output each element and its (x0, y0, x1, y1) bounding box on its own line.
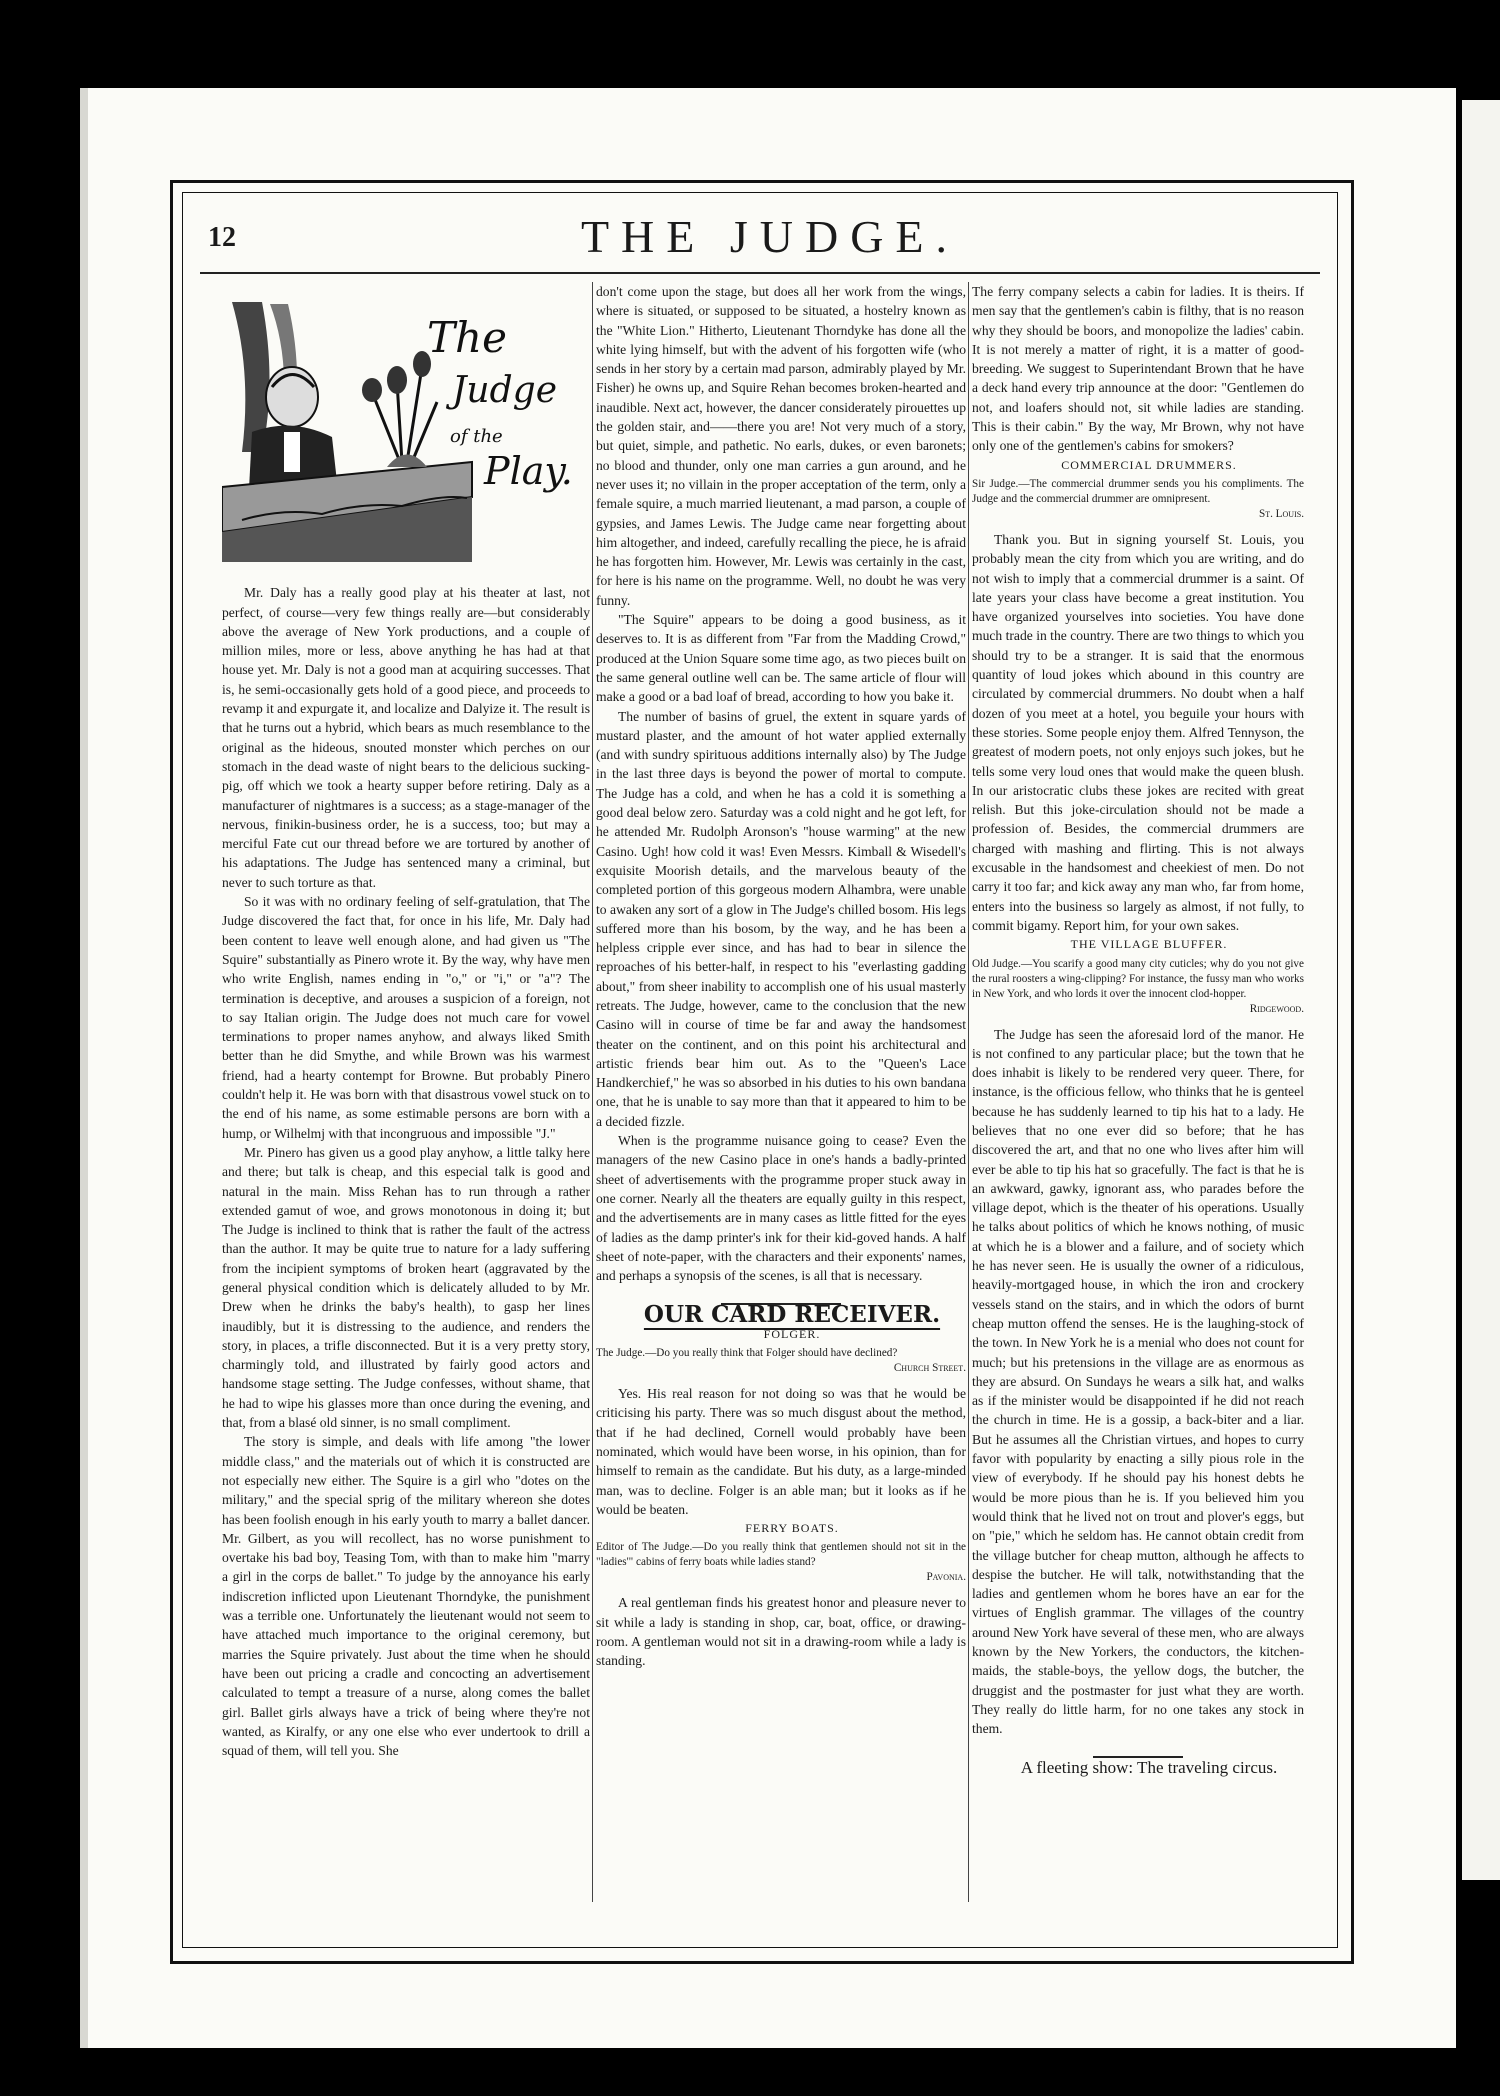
reply-paragraph: The Judge has seen the aforesaid lord of the manor. He is not confined to any particular place; but the town that he does inhabit is likely to be rendered very queer. There, for instance, is the officious fellow, who thinks that he is genteel because he has suddenly learned to tip his hat to a lady. He believes that no one ever did so before; that he has discovered the art, and that no one who lives after him will ever be able to tip his hat so gracefully. The fact is that he is an awkward, gawky, ignorant ass, who parades before the village depot, which is the theater of his operations. Usually he talks about politics of which he knows nothing, of music at which he is a blower and a failure, and of society which he has never seen. He is usually the owner of a ridiculous, heavily-mortgaged house, in which the iron and crockery vessels stand on the stairs, and in which the odors of burnt cheap mutton offend the senses. He is the laughing-stock of the town. In New York he is a menial who does not count for much; but his pretensions in the village are as enormous as they are absurd. On Sundays he wears a silk hat, and walks as if the minister would be disappointed if he did not reach the church in time. He is a gossip, a back-biter and a liar. But he assumes all the Christian virtues, and hopes to curry favor with popularity by enacting a silly pious role in the view of everybody. If he should pay his honest debts he would be more pious than he is. If you believed him you would think that he lived not on trout and plover's eggs, but on "pie," which he seldom has. He cannot obtain credit from the village butcher for cheap mutton, although he affects to despise the butcher. He will talk, notwithstanding that the ladies and gentlemen whom he bores have an ear for the virtues of English grammar. The villages of the country around New York have several of these men, who are always known by the New Yorkers, the conductors, the kitchen-maids, the stable-boys, the yellow dogs, the butcher, the druggist and the postmaster for just what they are worth. They really do little harm, for no one takes any stock in them. (972, 1026, 1304, 1737)
article-paragraph: "The Squire" appears to be doing a good business, as it deserves to. It is as different from "Far from the Madding Crowd," produced at the Union Square some time ago, as two pieces built on the same general outline well can be. The same article of flour will make a good or a bad loaf of bread, according to how you bake it. (596, 612, 966, 705)
subheading-folger: FOLGER. (763, 1326, 821, 1341)
illustration-title-line4: Play. (484, 449, 573, 493)
reply-paragraph: Yes. His real reason for not doing so was that he would be criticising his party. There was so much disgust about the method, that if he had declined, Cornell would probably have been nominated, which would have been worse, in his opinion, than for himself to remain as the candidate. But his duty, as a large-minded man, was to decline. Folger is an able man; but it looks as if he would be beaten. (596, 1386, 966, 1517)
article-paragraph: The story is simple, and deals with life among "the lower middle class," and the materials out of which it is constructed are not especially new either. The Squire is a girl who "dotes on the military," and the special sprig of the military whereon she dotes has been foolish enough in his early youth to marry a ballet dancer. Mr. Gilbert, as you will recollect, has no worse punishment to overtake his bad boy, Teasing Tom, with than to make him "marry a girl in the corps de ballet." To judge by the annoyance his early indiscretion inflicted upon Lieutenant Thorndyke, the punishment was a terrible one. Unfortunately the lieutenant would not seem to have attached much importance to the original ceremony, but marries the Squire privately. Just about the time when he should have been out pricing a cradle and concocting an advertisement calculated to tempt a treasure of a nurse, along comes the ballet girl. Ballet girls always have a trick of being where they're not wanted, as Kiralfy, or any one else who ever undertook to drill a squad of them, will tell you. She (222, 1434, 590, 1759)
masthead-rule (200, 272, 1320, 274)
letter-signature: Pavonia. (926, 1571, 966, 1584)
illustration-title-line3: of the (450, 426, 503, 447)
reader-letter (596, 1346, 966, 1376)
column-divider (592, 282, 593, 1902)
column-1 (222, 286, 590, 1760)
reply-paragraph: A real gentleman finds his greatest honor and pleasure never to sit while a lady is standing in shop, car, boat, office, or drawing-room. A gentleman would not sit in a drawing-room while a lady is standing. (596, 1595, 966, 1669)
illustration-title-line1: The (427, 313, 507, 362)
letter-text: Sir Judge.—The commercial drummer sends you his compliments. The Judge and the commercial drummer are omnipresent. (972, 477, 1304, 505)
article-paragraph: The number of basins of gruel, the extent in square yards of mustard plaster, and the amount of hot water applied externally (and with sundry spirituous additions internally also) by The Judge in the last three days is beyond the power of mortal to compute. The Judge has a cold, and when he has a cold it is something a good deal below zero. Saturday was a cold night and he got left, for he attended Mr. Rudolph Aronson's "house warming" at the new Casino. Ugh! how cold it was! Even Messrs. Kimball & Wisedell's exquisite Moorish details, and the marvelous beauty of the completed portion of this gorgeous modern Alhambra, were unable to awaken any sort of a glow in The Judge's chilled bosom. His legs suffered more than his bosom, by the way, and he has been a helpless cripple ever since, and has had to bear in silence the reproaches of his better-half, in respect to his "everlasting gadding about," from sheer inability to accomplish one of his usual masterly retreats. The Judge, however, came to the conclusion that the new Casino will in course of time be far and away the handsomest theater on the continent, and on this point his architectural and artistic friends bear him out. As to the "Queen's Lace Handkerchief," he was so absorbed in his duties to his own bandana one, that he is unable to say more than that it appeared to him to be a decided fizzle. (596, 708, 966, 1129)
masthead-title: THE JUDGE. (580, 211, 960, 262)
closing-quip: A fleeting show: The traveling circus. (1020, 1758, 1278, 1778)
column-divider (968, 282, 969, 1902)
letter-signature: St. Louis. (1258, 507, 1304, 520)
subheading-commercial-drummers: COMMERCIAL DRUMMERS. (1061, 457, 1237, 472)
article-paragraph: don't come upon the stage, but does all her work from the wings, where is situated, or supposed to be situated, a hostelry known as the "White Lion." Hitherto, Lieutenant Thorndyke has done all the white lying himself, but with the advent of his forgotten wife (who sends in her story by a certain mad parson, admirably played by Mr. Fisher) he owns up, and Squire Rehan becomes broken-hearted and inaudible. Next act, however, the dancer considerately pirouettes up the golden stair, and——there you are! Not very much of a story, but quiet, simple, and pathetic. No earls, dukes, or even baronets; no blood and thunder, only one man carries a gun around, and he never uses it; no villain in the proper acceptation of the term, only a female squire, a much married lieutenant, a mad parson, a couple of gypsies, and James Lewis. The Judge came near forgetting about him altogether, and indeed, carefully recalling the piece, he is afraid he has forgotten him. However, Mr. Lewis was certainly in the cast, for here is his name on the programme. Well, no doubt he was very funny. (596, 284, 966, 608)
reply-paragraph: The ferry company selects a cabin for ladies. It is theirs. If men say that the gentlemen's cabin is filthy, that is no reason why they should be boors, and monopolize the ladies' cabin. It is not merely a matter of right, it is a matter of good-breeding. We suggest to Superintendant Brown that he have a deck hand every trip announce at the door: "Gentlemen do not, and loafers should not, sit while ladies are standing. This is their cabin." By the way, Mr Brown, why not have only one of the gentlemen's cabins for smokers? (972, 284, 1304, 454)
letter-signature: Church Street. (893, 1362, 966, 1375)
theater-critic-illustration-icon (222, 292, 582, 562)
illustration-title-line2: Judge (452, 370, 558, 411)
letter-signature: Ridgewood. (1249, 1002, 1304, 1015)
letter-text: Old Judge.—You scarify a good many city cuticles; why do you not give the rural roosters a wing-clipping? For instance, the fussy man who works in New York, and who lords it over the innocent clod-hopper. (972, 957, 1304, 1000)
subheading-ferry-boats: FERRY BOATS. (745, 1521, 839, 1536)
section-title-card-receiver: OUR CARD RECEIVER. (643, 1301, 941, 1329)
reader-letter (972, 477, 1304, 522)
column-3 (972, 282, 1304, 1778)
letter-text: Editor of The Judge.—Do you really think that gentlemen should not sit in the "ladies'" cabins of ferry boats while ladies stand? (596, 1541, 966, 1569)
article-paragraph: When is the programme nuisance going to cease? Even the managers of the new Casino place in one's hands a badly-printed sheet of advertisements with the programme proper stuck away in one corner. Nearly all the theaters are equally guilty in this respect, and the advertisements are in many cases as little fitted for the eyes of ladies as the damp printer's ink for their kid-goved hands. A half sheet of note-paper, with the characters and their exponents' names, and perhaps a synopsis of the scenes, is all that is necessary. (596, 1133, 966, 1284)
reply-paragraph: Thank you. But in signing yourself St. Louis, you probably mean the city from which you are writing, and do not wish to imply that a commercial drummer is a saint. Of late years your class have become a great institution. You have organized yourselves into societies. You have done much trade in the country. There are two things to which you should try to be a stranger. It is said that the enormous quantity of loud jokes which abound in this country are circulated by commercial drummers. No doubt when a half dozen of you meet at a hotel, you beguile your hours with these stories. Some people enjoy them. Alfred Tennyson, the greatest of modern poets, not only enjoys such jokes, but he tells some very loud ones that would make the queen blush. In our aristocratic clubs these jokes are recited with great relish. But this joke-circulation should not be made a profession of. Besides, the commercial drummers are charged with mashing and flirting. This is not always excusable in the handsomest and cheekiest of men. Do not carry it too far; and kick away any man who, far from home, enters into the business so largely as almost, if not fully, to commit bigamy. Report him, for your own sakes. (972, 531, 1304, 933)
article-paragraph: Mr. Pinero has given us a good play anyhow, a little talky here and there; but talk is cheap, and this especial talk is good and natural in the main. Miss Rehan has to run through a rather extended gamut of woe, and grows monotonous in doing it; but The Judge is inclined to think that is rather the fault of the actress than the author. It may be quite true to nature for a lady suffering from the incipient symptoms of broken heart (aggravated by the general physical condition which is delicately alluded to by Mr. Drew when he drinks the baby's health), to gasp her lines inaudibly, but it is distressing to the audience, and renders the story, in places, a trifle disconnected. But it is a very pretty story, charmingly told, and illustrated by fairly good actors and handsome stage setting. The Judge confesses, without shame, that he had to wipe his glasses more than once during the evening, and that, from a blasé old sinner, is no small compliment. (222, 1144, 590, 1431)
article-paragraph: Mr. Daly has a really good play at his theater at last, not perfect, of course—very few things really are—but considerably above the average of New York productions, and a couple of million miles, more or less, above anything he has had at that house yet. Mr. Daly is not a good man at acquiring successes. That is, he semi-occasionally gets hold of a good piece, and proceeds to revamp it and expurgate it, and localize and Dalyize it. The result is that he turns out a hybrid, which bears as much resemblance to the original as the hideous, snouted monster which perches on our stomach in the dead waste of night bears to the delicious sucking-pig, off which we took a hearty supper before retiring. Daly as a manufacturer of nightmares is a success; as a stage-manager of the nervous, finikin-business order, he is a success, too; but may a merciful Fate cut our thread before we are tortured by another of his adaptations. The Judge has sentenced many a criminal, but never to such torture as that. (222, 585, 590, 890)
article-paragraph: So it was with no ordinary feeling of self-gratulation, that The Judge discovered the fact that, for once in his life, Mr. Daly had been content to leave well enough alone, and had given us "The Squire" substantially as Pinero wrote it. By the way, why have men who write English, names ending in "o," or "i," or "a"? The termination is deceptive, and arouses a suspicion of a foreign, not to say Italian origin. The Judge does not much care for vowel terminations to proper names anyhow, and always liked Smith better than he did Smythe, and while Brown was his warmest friend, had a hearty contempt for Browne. But probably Pinero couldn't help it. He was born with that disastrous vowel stuck on to the end of his name, as some estimable persons are born with a hump, or Wilhelmj with that incongruous and impossible "J." (222, 894, 590, 1141)
column-2 (596, 282, 966, 1671)
reader-letter (596, 1540, 966, 1585)
letter-text: The Judge.—Do you really think that Folger should have declined? (596, 1347, 898, 1360)
adjacent-page-edge (1462, 100, 1500, 1880)
page-number: 12 (208, 222, 236, 253)
subheading-village-bluffer: THE VILLAGE BLUFFER. (1070, 937, 1228, 952)
reader-letter (972, 957, 1304, 1017)
